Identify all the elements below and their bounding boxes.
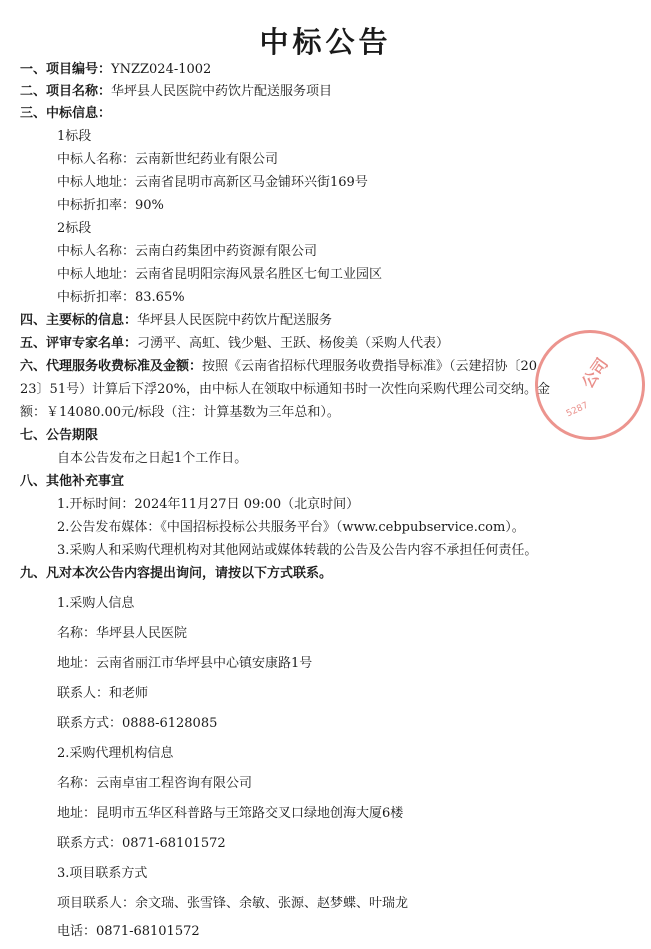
page-title: 中标公告 xyxy=(259,25,392,59)
buyer-phone: 联系方式：0888-6128085 xyxy=(57,716,218,731)
project-name: 华坪县人民医院中药饮片配送服务项目 xyxy=(111,84,333,99)
fee-line-2: 23〕51号）计算后下浮20%，由中标人在领取中标通知书时一次性向采购代理公司交纳。金 xyxy=(20,382,550,397)
lot1-address: 中标人地址：云南省昆明市高新区马金铺环兴街169号 xyxy=(57,175,368,190)
buyer-address: 地址：云南省丽江市华坪县中心镇安康路1号 xyxy=(57,656,313,671)
notice-period-text: 自本公告发布之日起1个工作日。 xyxy=(57,451,248,466)
opening-time: 1.开标时间：2024年11月27日 09:00（北京时间） xyxy=(57,497,360,512)
publish-media: 2.公告发布媒体：《中国招标投标公共服务平台》（www.cebpubservice.com）。 xyxy=(57,520,525,535)
lot1-name: 1标段 xyxy=(57,129,92,144)
section-subject-info xyxy=(20,311,332,331)
section-project-number xyxy=(20,60,211,80)
project-phone: 电话：0871-68101572 xyxy=(57,924,200,939)
subject-info: 华坪县人民医院中药饮片配送服务 xyxy=(137,313,333,328)
agency-phone: 联系方式：0871-68101572 xyxy=(57,836,226,851)
section-experts xyxy=(20,334,449,354)
lot2-name: 2标段 xyxy=(57,221,92,236)
lot2-winner: 中标人名称：云南白药集团中药资源有限公司 xyxy=(57,244,318,259)
project-number: YNZZ024-1002 xyxy=(111,62,212,77)
agency-address: 地址：昆明市五华区科普路与王筇路交叉口绿地创海大厦6楼 xyxy=(57,806,404,821)
project-contact-heading: 3.项目联系方式 xyxy=(57,866,148,881)
buyer-name: 名称：华坪县人民医院 xyxy=(57,626,188,641)
section-other-label: 八、其他补充事宜 xyxy=(20,474,125,489)
company-seal-stamp xyxy=(535,330,645,440)
lot1-discount: 中标折扣率：90% xyxy=(57,198,164,213)
fee-line-3: 额：￥14080.00元/标段（注：计算基数为三年总和）。 xyxy=(20,405,340,420)
buyer-contact: 联系人：和老师 xyxy=(57,686,149,701)
lot2-discount: 中标折扣率：83.65% xyxy=(57,290,185,305)
agency-heading: 2.采购代理机构信息 xyxy=(57,746,174,761)
section-label: 二、项目名称： xyxy=(20,84,112,99)
section-project-name xyxy=(20,82,332,102)
section-label: 六、代理服务收费标准及金额： xyxy=(20,359,203,374)
disclaimer: 3.采购人和采购代理机构对其他网站或媒体转载的公告及公告内容不承担任何责任。 xyxy=(57,543,538,558)
section-notice-period-label: 七、公告期限 xyxy=(20,428,99,443)
section-fee xyxy=(20,357,537,377)
section-contact-label: 九、凡对本次公告内容提出询问，请按以下方式联系。 xyxy=(20,566,333,581)
stamp-text: 公司 xyxy=(577,354,612,392)
lot2-address: 中标人地址：云南省昆明阳宗海风景名胜区七甸工业园区 xyxy=(57,267,383,282)
section-label: 四、主要标的信息： xyxy=(20,313,138,328)
project-contacts: 项目联系人：余文瑞、张雪锋、余敏、张源、赵梦蝶、叶瑞龙 xyxy=(57,896,409,911)
section-label: 五、评审专家名单： xyxy=(20,336,138,351)
buyer-heading: 1.采购人信息 xyxy=(57,596,135,611)
expert-list: 刁湧平、高虹、钱少魁、王跃、杨俊美（采购人代表） xyxy=(137,336,450,351)
lot1-winner: 中标人名称：云南新世纪药业有限公司 xyxy=(57,152,279,167)
stamp-number: 5287 xyxy=(564,400,590,420)
fee-line-1: 按照《云南省招标代理服务收费指导标准》（云建招协〔20 xyxy=(202,359,538,374)
agency-name: 名称：云南卓宙工程咨询有限公司 xyxy=(57,776,253,791)
section-label: 一、项目编号： xyxy=(20,62,112,77)
section-award-info-label: 三、中标信息： xyxy=(20,106,112,121)
